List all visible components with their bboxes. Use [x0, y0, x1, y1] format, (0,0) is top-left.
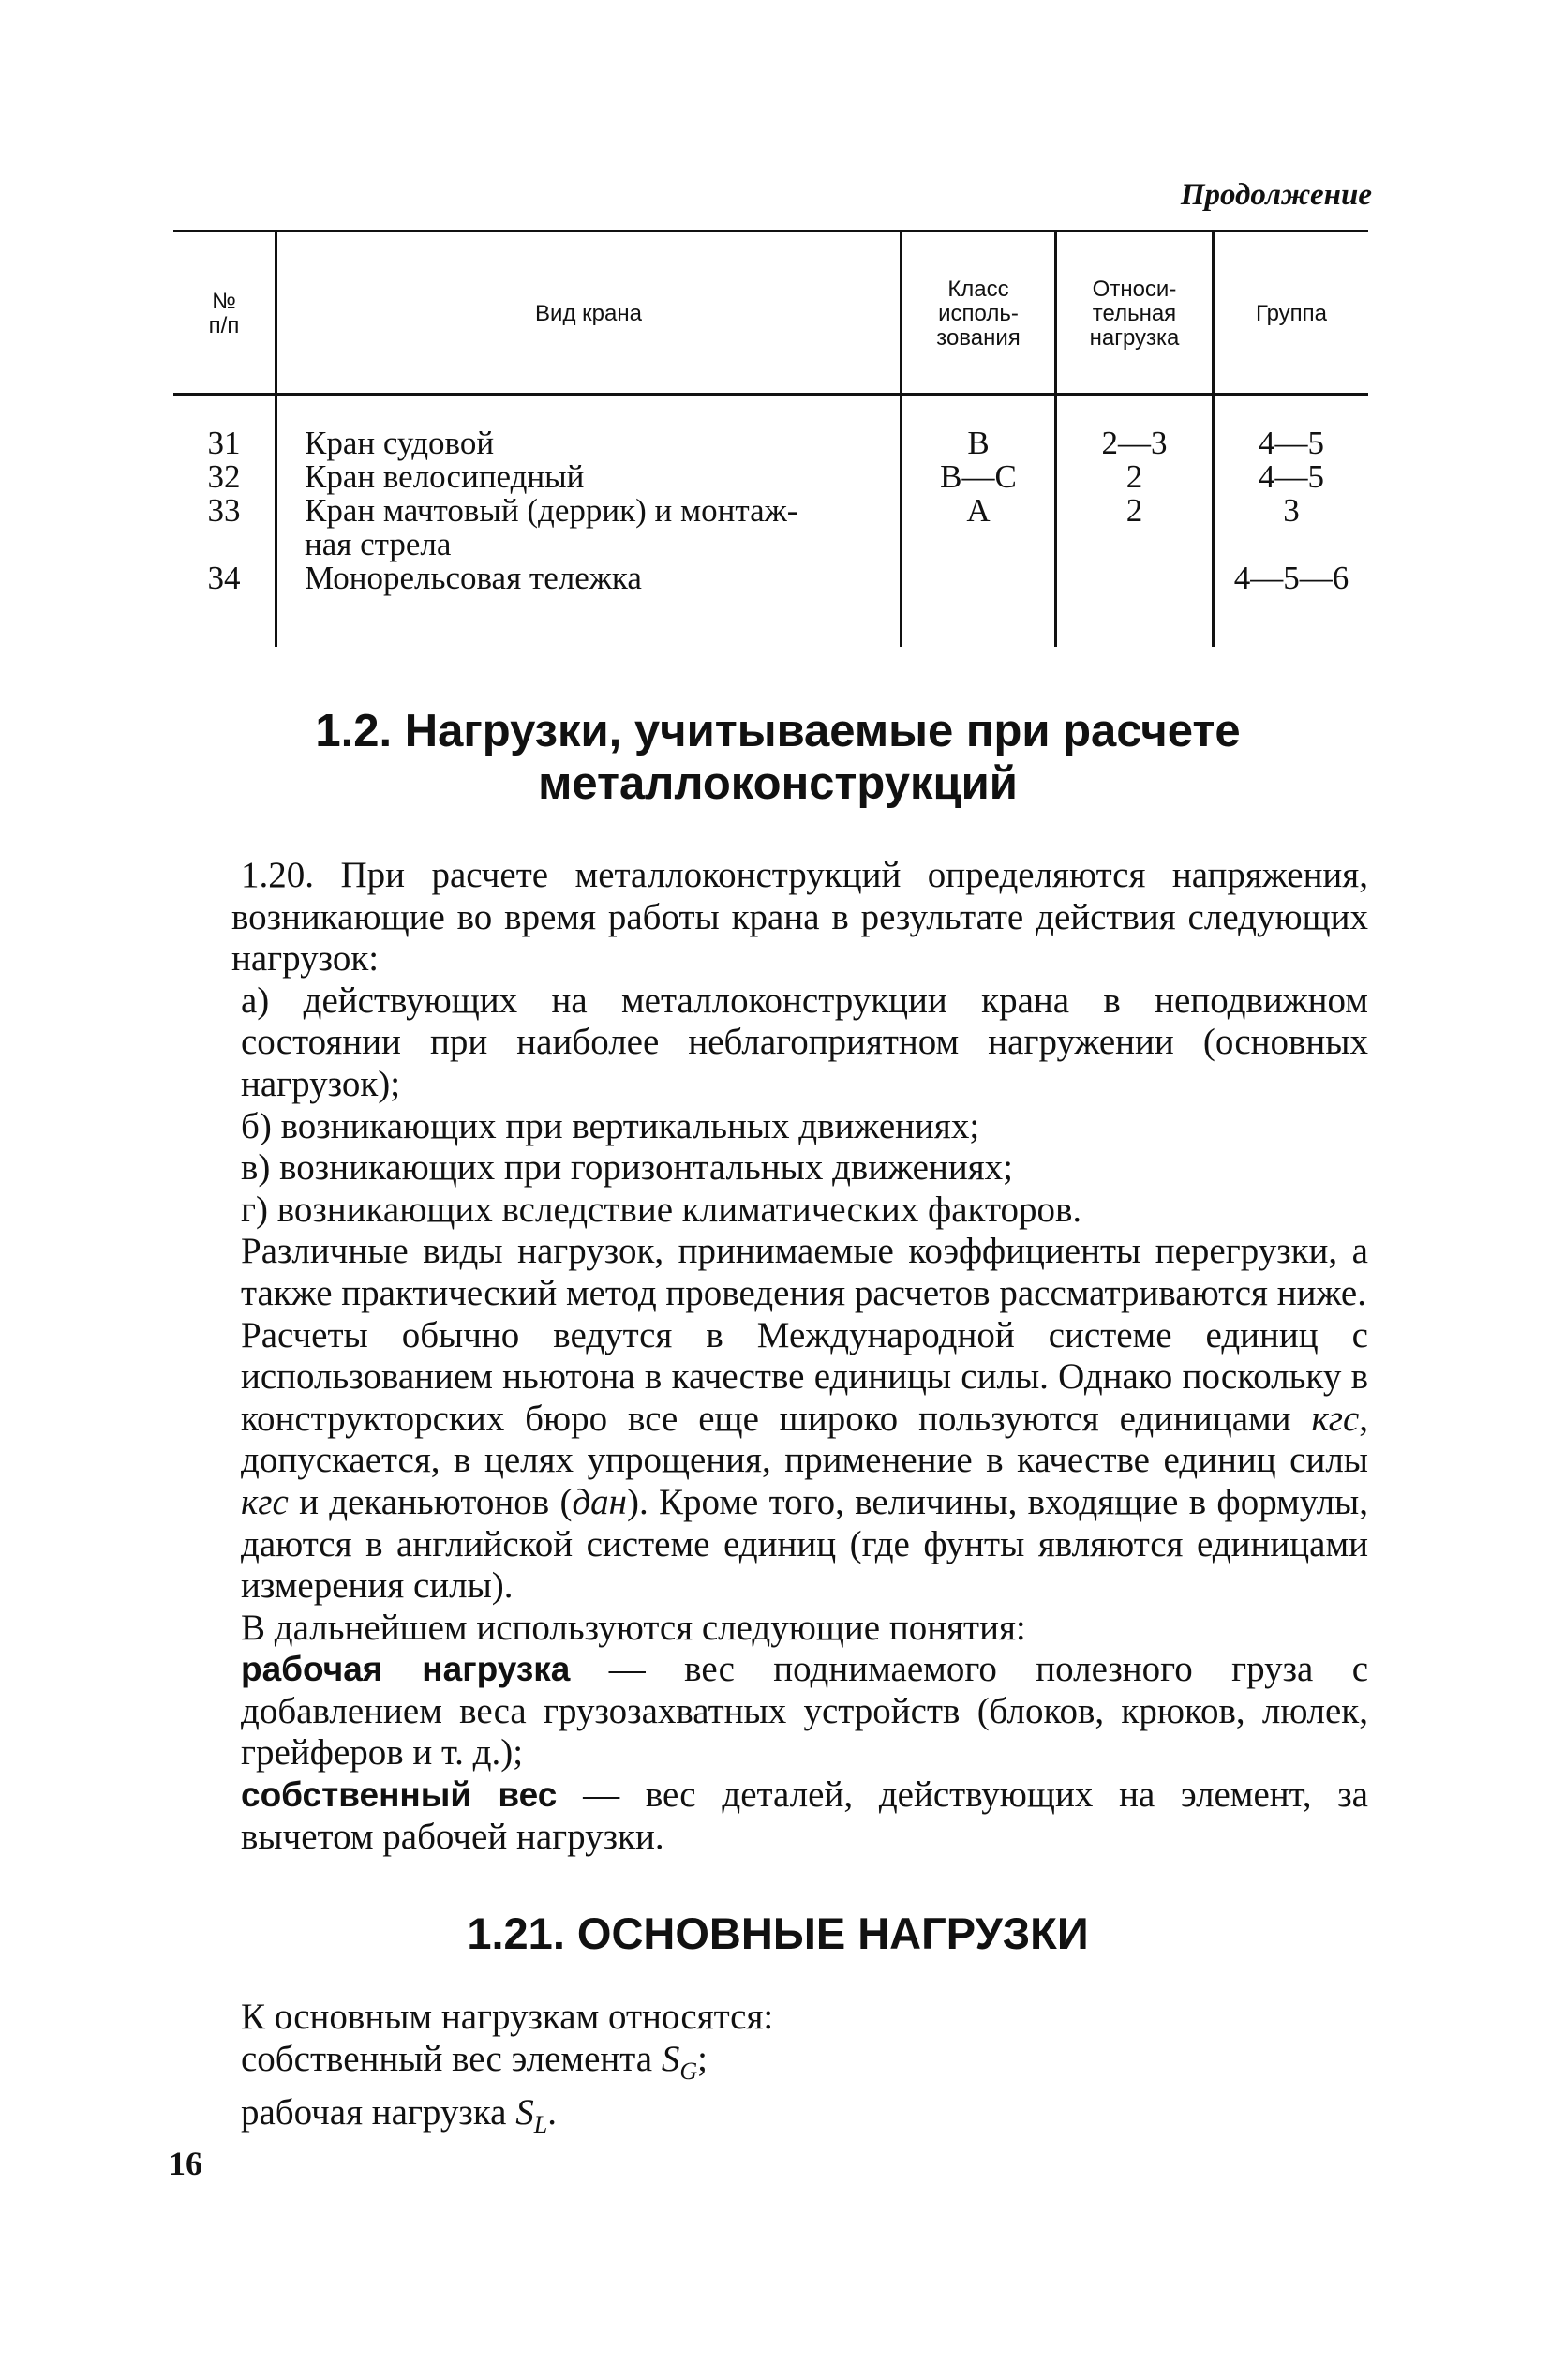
header-crane-type: Вид крана [535, 301, 642, 326]
symbol-sg [661, 2038, 698, 2085]
paragraph: К основным нагрузкам относятся: [241, 1997, 774, 2037]
list-item: в) возникающих при горизонтальных движениях; [241, 1147, 1013, 1189]
text-run: рабочая нагрузка [241, 2091, 516, 2133]
symbol-subscript: L [533, 2110, 548, 2138]
continuation-label: Продолжение [1180, 178, 1372, 212]
heading-line: 1.2. Нагрузки, учитываемые при расчете [315, 706, 1241, 756]
cell-usage-classes: В В—С А [940, 425, 1017, 529]
definition-text: — вес деталей, действующих на элемент, за вычетом рабочей нагрузки. [241, 1774, 1368, 1857]
heading-line: металлоконструкций [538, 758, 1018, 809]
unit-kgs: кгс [1311, 1398, 1360, 1439]
list-item: а) действующих на металлоконструкции крана в неподвижном состоянии при наиболее неблагоприятном нагружении (основных нагрузок); [241, 980, 1368, 1104]
header-usage-class: Класс исполь- зования [936, 277, 1021, 351]
symbol-letter: S [515, 2091, 534, 2133]
cell-numbers: 31 32 33 34 [207, 425, 241, 596]
symbol-letter: S [661, 2038, 680, 2079]
definition [231, 1774, 1368, 1858]
paragraph: 1.20. При расчете металлоконструкций определяются напряжения, возникающие во время работы крана в результате действия следующих нагрузок: [231, 855, 1368, 980]
section-body-1-20 [231, 855, 1368, 1858]
paragraph: В дальнейшем используются следующие понятия: [241, 1607, 1026, 1648]
text-run: Расчеты обычно ведутся в Международной системе единиц с использованием ньютона в качестве единицы силы. Однако поскольку в конструкторских бюро все еще широко пользуются единицами [241, 1314, 1368, 1439]
cell-groups: 4—5 4—5 3 4—5—6 [1233, 425, 1349, 596]
section-heading-1-2 [225, 705, 1331, 810]
list-item: б) возникающих при вертикальных движениях; [241, 1105, 980, 1146]
paragraph [231, 2039, 1368, 2092]
page-number: 16 [169, 2145, 202, 2182]
text-run: , допускается, в целях упрощения, применение в качестве единиц силы [241, 1398, 1369, 1481]
header-num: № п/п [208, 289, 240, 338]
term: рабочая нагрузка [241, 1650, 571, 1689]
table-header-rule [173, 393, 1368, 396]
header-relative-load: Относи- тельная нагрузка [1089, 277, 1180, 351]
paragraph [231, 1315, 1368, 1608]
definition-text: — вес поднимаемого полезного груза с добавлением веса грузозахватных устройств (блоков, крюков, люлек, грейферов и т. д.); [241, 1649, 1369, 1774]
symbol-sl [515, 2091, 548, 2138]
paragraph: Различные виды нагрузок, принимаемые коэффициенты перегрузки, а также практический метод проведения расчетов рассматриваются ниже. [241, 1231, 1368, 1313]
header-group: Группа [1255, 301, 1328, 326]
list-item: г) возникающих вследствие климатических факторов. [241, 1189, 1082, 1230]
cell-crane-types: Кран судовой Кран велосипедный Кран мачтовый (деррик) и монтаж- ная стрела Монорельсовая тележка [305, 425, 798, 596]
table-top-rule [173, 230, 1368, 232]
section-body-1-21 [231, 1997, 1368, 2146]
text-run: собственный вес элемента [241, 2038, 662, 2079]
term: собственный вес [241, 1775, 558, 1815]
text-run: ; [697, 2038, 708, 2079]
definition [231, 1649, 1368, 1774]
section-heading-1-21: 1.21. ОСНОВНЫЕ НАГРУЗКИ [467, 1908, 1089, 1958]
unit-dan: дан [572, 1481, 628, 1522]
unit-kgs: кгс [241, 1481, 289, 1522]
text-run: и деканьютонов ( [299, 1481, 573, 1522]
crane-table [173, 230, 1368, 647]
text-run: ). Кроме того, величины, входящие в формулы, даются в английской системе единиц (где фунты являются единицами измерения силы). [241, 1481, 1368, 1607]
text-run: . [547, 2091, 557, 2133]
paragraph [231, 2092, 1368, 2146]
symbol-subscript: G [679, 2057, 698, 2085]
cell-relative-loads: 2—3 2 2 [1101, 425, 1168, 529]
